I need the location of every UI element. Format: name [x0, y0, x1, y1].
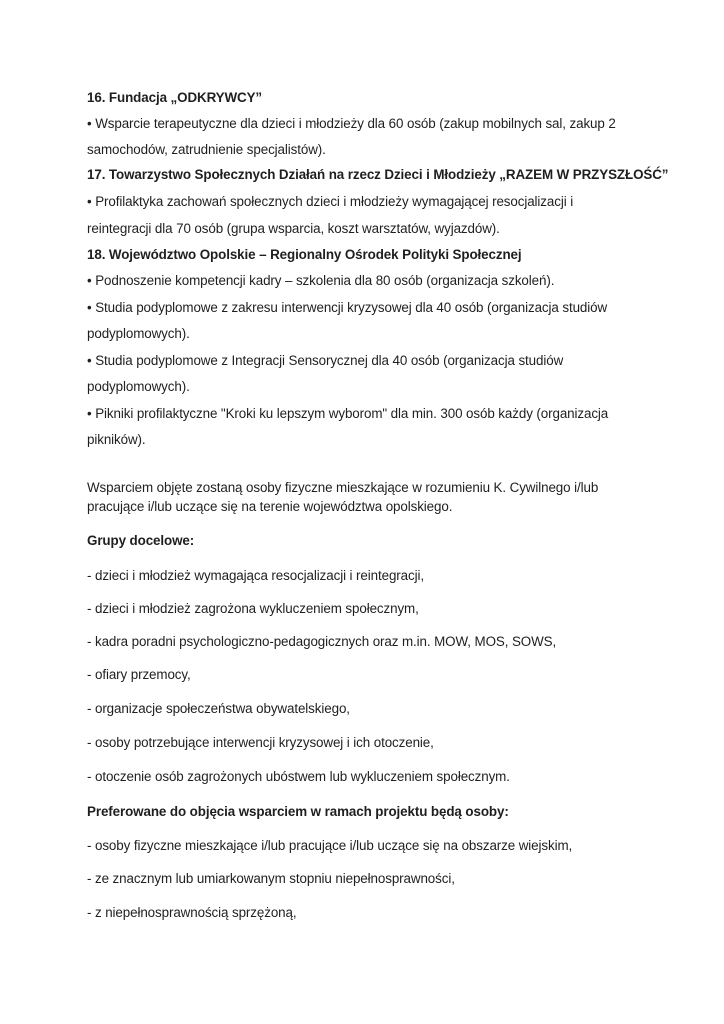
target-group-item: - dzieci i młodzież zagrożona wykluczeniem społecznym, — [87, 601, 419, 616]
org-17-bullet-1-line-1: • Profilaktyka zachowań społecznych dzieci i młodzieży wymagającej resocjalizacji i — [87, 194, 574, 209]
org-18-bullet-2-line-1: • Studia podyplomowe z zakresu interwencji kryzysowej dla 40 osób (organizacja studiów — [87, 300, 608, 315]
org-18-bullet-4-line-2: pikników). — [87, 432, 146, 447]
org-17-bullet-1-line-2: reintegracji dla 70 osób (grupa wsparcia, koszt warsztatów, wyjazdów). — [87, 221, 500, 236]
target-group-item: - kadra poradni psychologiczno-pedagogicznych oraz m.in. MOW, MOS, SOWS, — [87, 634, 557, 649]
target-group-item: - organizacje społeczeństwa obywatelskiego, — [87, 701, 350, 716]
support-paragraph-line-1: Wsparciem objęte zostaną osoby fizyczne mieszkające w rozumieniu K. Cywilnego i/lub — [87, 480, 599, 495]
preferred-heading: Preferowane do objęcia wsparciem w ramach projektu będą osoby: — [87, 804, 509, 819]
support-paragraph-line-2: pracujące i/lub uczące się na terenie województwa opolskiego. — [87, 499, 453, 514]
preferred-item: - osoby fizyczne mieszkające i/lub pracujące i/lub uczące się na obszarze wiejskim, — [87, 838, 573, 853]
org-18-bullet-3-line-1: • Studia podyplomowe z Integracji Sensorycznej dla 40 osób (organizacja studiów — [87, 353, 564, 368]
org-18-bullet-1: • Podnoszenie kompetencji kadry – szkolenia dla 80 osób (organizacja szkoleń). — [87, 273, 555, 288]
preferred-item: - z niepełnosprawnością sprzężoną, — [87, 905, 297, 920]
org-16-bullet-1-line-2: samochodów, zatrudnienie specjalistów). — [87, 142, 326, 157]
org-18-bullet-4-line-1: • Pikniki profilaktyczne "Kroki ku lepszym wyborom" dla min. 300 osób każdy (organizacja — [87, 406, 609, 421]
target-group-item: - otoczenie osób zagrożonych ubóstwem lub wykluczeniem społecznym. — [87, 769, 510, 784]
org-18-bullet-3-line-2: podyplomowych). — [87, 379, 190, 394]
org-18-heading: 18. Województwo Opolskie – Regionalny Ośrodek Polityki Społecznej — [87, 247, 522, 262]
org-17-heading: 17. Towarzystwo Społecznych Działań na rzecz Dzieci i Młodzieży „RAZEM W PRZYSZŁOŚĆ” — [87, 167, 669, 182]
target-group-item: - osoby potrzebujące interwencji kryzysowej i ich otoczenie, — [87, 735, 434, 750]
org-16-heading: 16. Fundacja „ODKRYWCY” — [87, 90, 263, 105]
target-group-item: - ofiary przemocy, — [87, 667, 191, 682]
org-16-bullet-1-line-1: • Wsparcie terapeutyczne dla dzieci i młodzieży dla 60 osób (zakup mobilnych sal, zakup 2 — [87, 116, 616, 131]
preferred-item: - ze znacznym lub umiarkowanym stopniu niepełnosprawności, — [87, 871, 455, 886]
target-group-item: - dzieci i młodzież wymagająca resocjalizacji i reintegracji, — [87, 568, 424, 583]
target-groups-heading: Grupy docelowe: — [87, 533, 195, 548]
org-18-bullet-2-line-2: podyplomowych). — [87, 326, 190, 341]
